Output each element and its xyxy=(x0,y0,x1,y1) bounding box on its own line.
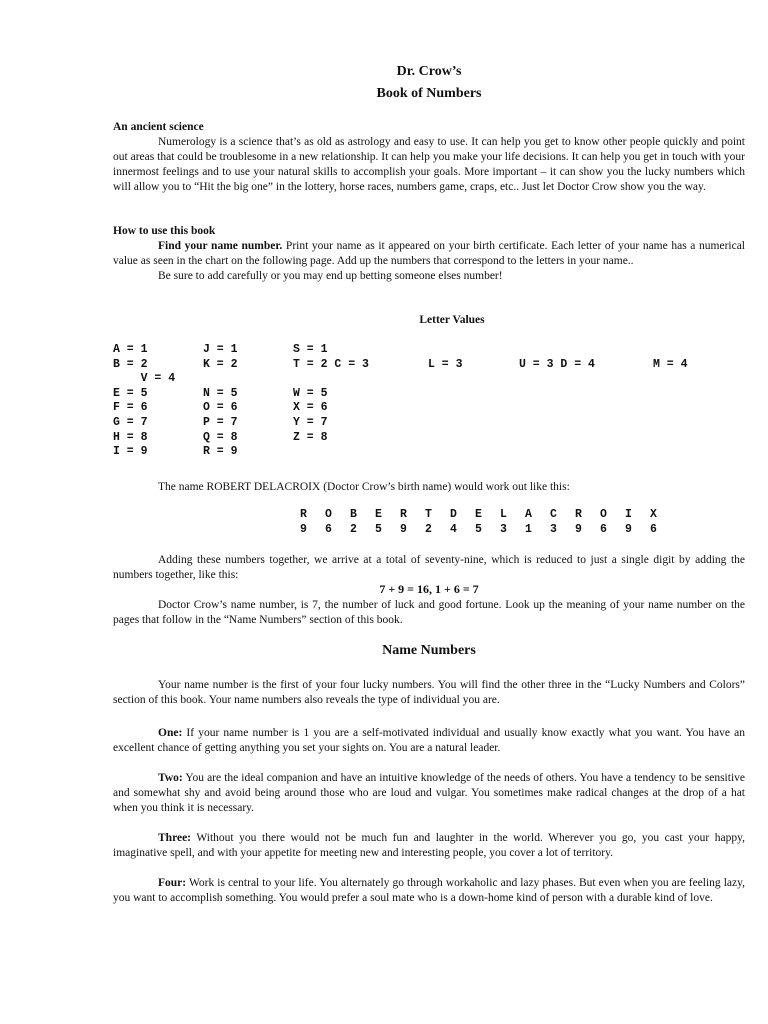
letter-value-cell: O = 6 xyxy=(203,401,238,415)
paragraph-how-to-use xyxy=(113,239,745,284)
letter-value-cell: J = 1 xyxy=(203,343,238,356)
item-label: Two: xyxy=(158,772,183,784)
letter-value-cell: G = 7 xyxy=(113,416,148,429)
item-label: Three: xyxy=(158,832,192,844)
adding-paragraph xyxy=(113,553,745,583)
name-numbers-intro-text: Your name number is the first of your four lucky numbers. You will find the other three in the “Lucky Numbers and Colors” section of this book. Your name numbers also reveals the type of individual you are. xyxy=(113,679,745,706)
letter-value-cell: T = 2 C = 3 xyxy=(293,357,369,371)
result-paragraph xyxy=(113,598,745,628)
paragraph-ancient-science xyxy=(113,135,745,195)
item-text: If your name number is 1 you are a self-motivated individual and usually know exactly what you want. You have an excellent chance of getting anything you set your sights on. You are a natural leader. xyxy=(113,727,745,754)
letter-value-cell: P = 7 xyxy=(203,416,238,429)
name-numbers-intro xyxy=(113,678,745,708)
item-text: Without you there would not be much fun and laughter in the world. Wherever you go, you cast your happy, imaginative spell, and with your appetite for meeting new and interesting people, you cover a lot of territory. xyxy=(113,832,745,859)
name-numbers-title: Name Numbers xyxy=(382,643,476,658)
letter-value-cell: U = 3 D = 4 xyxy=(519,357,595,371)
sum-formula: 7 + 9 = 16, 1 + 6 = 7 xyxy=(379,582,479,596)
letter-value-cell: X = 6 xyxy=(293,401,328,415)
letter-value-cell: L = 3 xyxy=(428,357,463,371)
example-letters: R O B E R T D E L A C R O I X xyxy=(300,508,663,521)
letter-value-cell: H = 8 xyxy=(113,430,148,444)
example-intro: The name ROBERT DELACROIX (Doctor Crow’s birth name) would work out like this: xyxy=(158,481,570,493)
letter-value-cell: F = 6 xyxy=(113,401,148,415)
ancient-body: Numerology is a science that’s as old as astrology and easy to use. It can help you get to know other people quickly and point out areas that could be troublesome in a new relationship. It can help you make your life decisions. It can help you get in touch with your innermost feelings and to use your natural skills to accomplish your goals. More important – it can show you the lucky numbers which will allow you to “Hit the big one” in the lottery, horse races, numbers game, craps, etc.. Just let Doctor Crow show you the way. xyxy=(113,136,745,193)
item-text: You are the ideal companion and have an intuitive knowledge of the needs of others. You have a tendency to be sensitive and somewhat shy and avoid being around those who are loud and vulgar. You sometimes make radical changes at the drop of a hat when you think it is necessary. xyxy=(113,772,745,814)
name-number-two xyxy=(113,771,745,816)
letter-value-cell: W = 5 xyxy=(293,386,328,400)
letter-value-cell: A = 1 xyxy=(113,343,148,356)
example-intro-paragraph xyxy=(113,480,745,495)
heading-how-to-use: How to use this book xyxy=(113,225,216,237)
title-line-1: Dr. Crow’s xyxy=(396,64,462,79)
letter-value-cell: N = 5 xyxy=(203,386,238,400)
letter-value-cell: I = 9 xyxy=(113,445,148,459)
letter-value-cell: M = 4 xyxy=(653,357,688,371)
name-number-four xyxy=(113,876,745,906)
result-text: Doctor Crow’s name number, is 7, the number of luck and good fortune. Look up the meaning of your name number on the pages that follow in the “Name Numbers” section of this book. xyxy=(113,599,745,626)
letter-value-cell: Q = 8 xyxy=(203,430,238,444)
letter-value-cell: Z = 8 xyxy=(293,430,328,444)
letter-value-cell: K = 2 xyxy=(203,357,238,371)
adding-text: Adding these numbers together, we arrive at a total of seventy-nine, which is reduced to just a single digit by adding the numbers together, like this: xyxy=(113,554,745,581)
item-label: Four: xyxy=(158,877,187,889)
letter-value-cell: E = 5 xyxy=(113,386,148,400)
name-number-three xyxy=(113,831,745,861)
item-label: One: xyxy=(158,727,183,739)
item-text: Work is central to your life. You alternately go through workaholic and lazy phases. But even when you are feeling lazy, you want to accomplish something. You would prefer a soul mate who is a down-home kind of person with a durable kind of love. xyxy=(113,877,745,904)
example-numbers: 9 6 2 5 9 2 4 5 3 1 3 9 6 9 6 xyxy=(300,523,663,536)
letter-value-cell: Y = 7 xyxy=(293,416,328,429)
letter-values-title: Letter Values xyxy=(419,314,485,326)
letter-value-cell: R = 9 xyxy=(203,445,238,459)
letter-value-cell: V = 4 xyxy=(113,372,176,386)
howto-body-2: Be sure to add carefully or you may end up betting someone elses number! xyxy=(158,270,503,282)
letter-value-cell: S = 1 xyxy=(293,343,328,356)
letter-value-cell: B = 2 xyxy=(113,357,148,371)
name-number-one xyxy=(113,726,745,756)
title-line-2: Book of Numbers xyxy=(376,86,482,101)
howto-body: Print your name as it appeared on your birth certificate. Each letter of your name has a numerical value as seen in the chart on the following page. Add up the numbers that correspond to the letters in your name.. xyxy=(113,240,745,267)
howto-lead: Find your name number. xyxy=(158,240,283,252)
heading-ancient-science: An ancient science xyxy=(113,121,204,133)
